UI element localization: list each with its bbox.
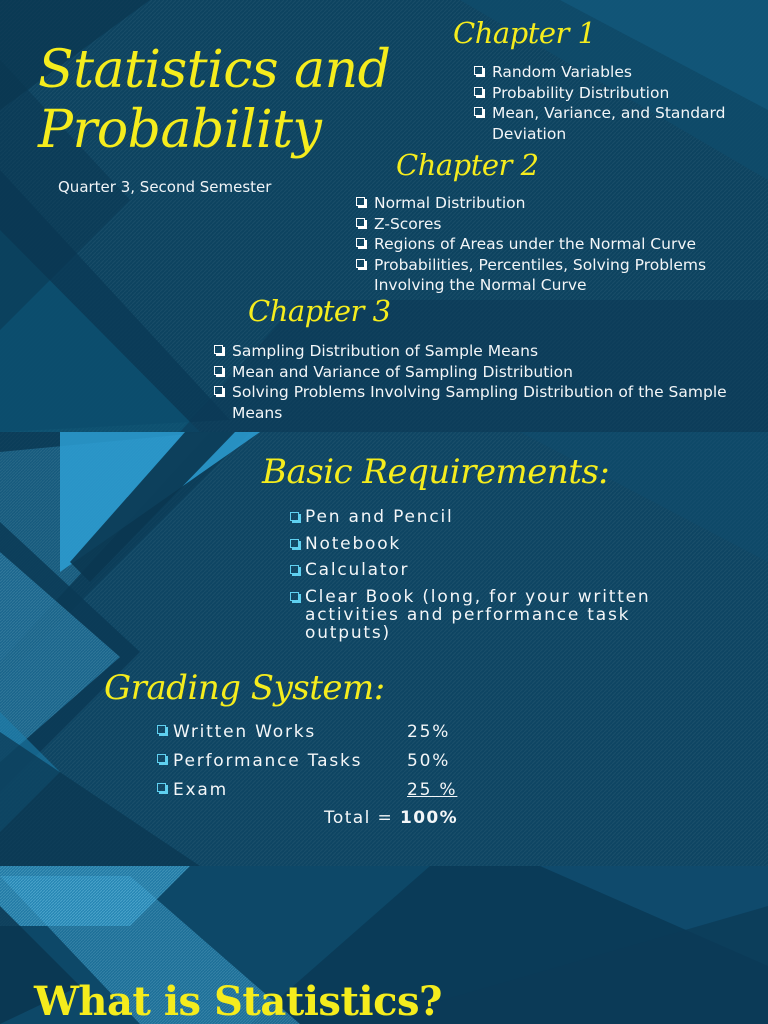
list-item: Sampling Distribution of Sample Means: [212, 341, 732, 362]
checkbox-icon: [356, 218, 365, 227]
checkbox-icon: [214, 366, 223, 375]
checkbox-icon: [356, 259, 365, 268]
total-value: 100%: [399, 808, 459, 828]
chapter-2-heading: Chapter 2: [396, 148, 539, 182]
slide-requirements-grading: [0, 432, 768, 866]
list-item: Notebook: [288, 535, 705, 553]
total-label: Total =: [324, 808, 400, 828]
grading-total: [324, 808, 458, 828]
list-item: Probability Distribution: [472, 83, 752, 104]
checkbox-icon: [157, 725, 166, 734]
list-item: Pen and Pencil: [288, 508, 705, 526]
checkbox-icon: [157, 754, 166, 763]
course-title-line1: Statistics and: [38, 40, 391, 100]
course-title: [38, 40, 390, 160]
grading-label: Exam: [173, 780, 228, 800]
checkbox-icon: [356, 197, 365, 206]
what-is-statistics-heading: What is Statistics?: [34, 978, 442, 1024]
grading-row: [155, 751, 485, 780]
slide-course-overview: [0, 0, 768, 432]
chapter-2-list: [354, 193, 759, 296]
grading-row: [155, 722, 485, 751]
requirements-heading: Basic Requirements:: [262, 452, 610, 492]
list-item: Calculator: [288, 561, 705, 579]
grading-percent: 25 %: [407, 780, 458, 800]
checkbox-icon: [474, 66, 483, 75]
list-item: Solving Problems Involving Sampling Distribution of the Sample Means: [212, 382, 732, 423]
grading-heading: Grading System:: [104, 668, 385, 708]
checkbox-icon: [290, 512, 299, 521]
checkbox-icon: [290, 565, 299, 574]
chapter-3-heading: Chapter 3: [248, 294, 391, 328]
grading-label: Written Works: [173, 722, 317, 742]
checkbox-icon: [157, 783, 166, 792]
checkbox-icon: [290, 539, 299, 548]
list-item: Z-Scores: [354, 214, 759, 235]
list-item: Probabilities, Percentiles, Solving Problems Involving the Normal Curve: [354, 255, 759, 296]
checkbox-icon: [474, 87, 483, 96]
list-item: Clear Book (long, for your written activities and performance task outputs): [288, 588, 705, 642]
checkbox-icon: [214, 345, 223, 354]
requirements-list: [288, 508, 705, 650]
checkbox-icon: [290, 592, 299, 601]
chapter-1-list: [472, 62, 752, 144]
list-item: Regions of Areas under the Normal Curve: [354, 234, 759, 255]
grading-percent: 50%: [407, 751, 451, 771]
grading-table: [155, 722, 485, 809]
list-item: Mean and Variance of Sampling Distribution: [212, 362, 732, 383]
checkbox-icon: [474, 107, 483, 116]
grading-label: Performance Tasks: [173, 751, 363, 771]
checkbox-icon: [356, 238, 365, 247]
chapter-3-list: [212, 341, 732, 423]
list-item: Normal Distribution: [354, 193, 759, 214]
list-item: Random Variables: [472, 62, 752, 83]
grading-row: [155, 780, 485, 809]
slide-what-is-statistics: [0, 866, 768, 1024]
course-title-line2: Probability: [38, 100, 322, 160]
checkbox-icon: [214, 386, 223, 395]
course-subtitle: Quarter 3, Second Semester: [58, 178, 272, 196]
grading-percent: 25%: [407, 722, 451, 742]
chapter-1-heading: Chapter 1: [453, 16, 596, 50]
list-item: Mean, Variance, and Standard Deviation: [472, 103, 752, 144]
